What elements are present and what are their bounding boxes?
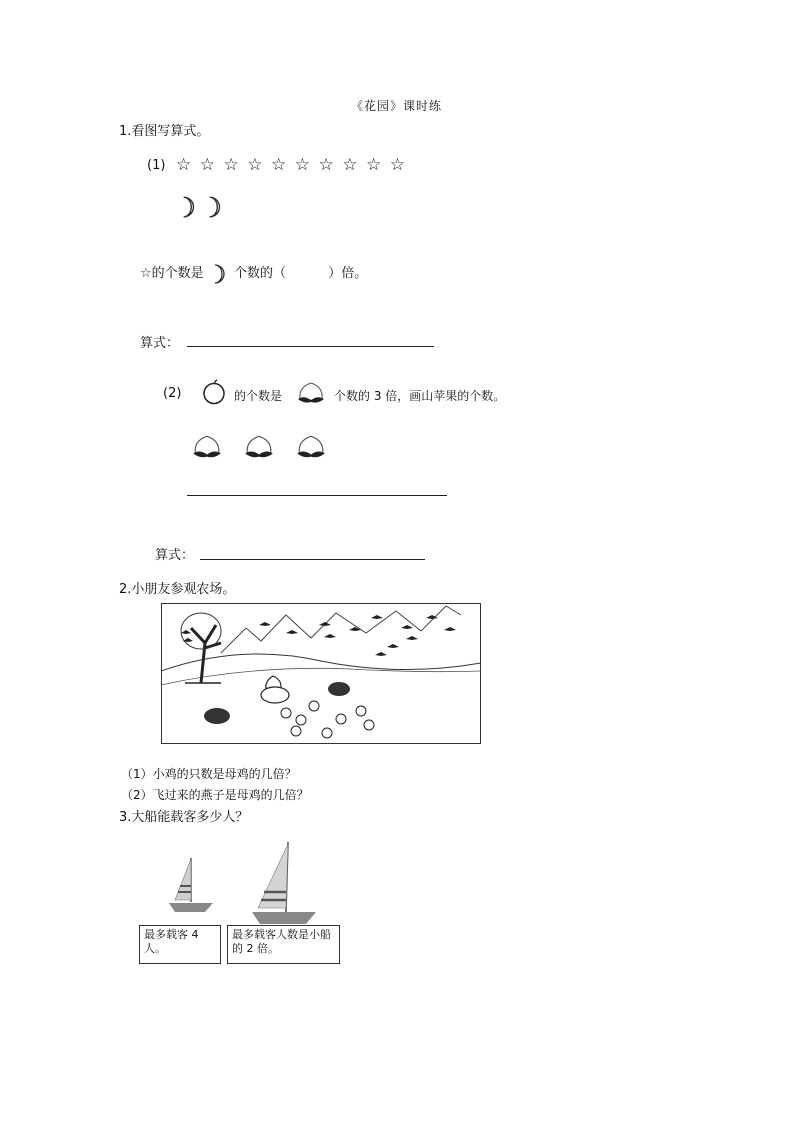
peach-row [191, 433, 327, 461]
q1-sentence-end: ）倍。 [328, 266, 368, 281]
q1-part2-text-b: 个数的 3 倍，画山苹果的个数。 [334, 389, 506, 403]
q1-sentence-mid: 个数的（ [233, 266, 286, 281]
q1-part2-formula-label: 算式： [155, 548, 195, 563]
star-icon: ☆ [366, 155, 382, 175]
q2-sub1: （1）小鸡的只数是母鸡的几倍？ [121, 767, 297, 781]
moon-icon [208, 263, 230, 285]
moon-icon [176, 195, 200, 219]
farm-illustration [161, 603, 481, 744]
q1-sentence [140, 262, 367, 285]
q3-heading: 3.大船能载客多少人？ [119, 810, 249, 825]
star-icon: ☆ [176, 155, 192, 175]
peach-icon [296, 381, 326, 405]
q1-formula-label: 算式： [140, 336, 180, 351]
star-icon: ☆ [223, 155, 239, 175]
star-icon: ☆ [199, 155, 215, 175]
q1-sentence-start: ☆的个数是 [140, 266, 204, 281]
peach-icon [295, 433, 327, 461]
formula-answer-line-2[interactable] [200, 559, 425, 560]
star-icon: ☆ [342, 155, 358, 175]
star-icon: ☆ [318, 155, 334, 175]
drawing-answer-line[interactable] [187, 495, 447, 496]
big-boat-icon [250, 840, 320, 926]
q2-sub2: （2）飞过来的燕子是母鸡的几倍？ [121, 788, 309, 802]
q1-part2-text-a: 的个数是 [234, 389, 283, 403]
small-boat-icon [165, 856, 217, 916]
moon-icon [202, 195, 226, 219]
apple-icon [201, 379, 227, 405]
page-title: 《花园》课时练 [350, 99, 442, 113]
q2-heading: 2.小朋友参观农场。 [119, 582, 236, 597]
q1-heading: 1.看图写算式。 [119, 124, 210, 139]
big-boat-caption: 最多载客人数是小船的 2 倍。 [227, 925, 340, 964]
star-row [176, 155, 405, 175]
small-boat-caption: 最多载客 4 人。 [139, 925, 221, 964]
star-icon: ☆ [294, 155, 310, 175]
moon-row [176, 195, 226, 219]
formula-answer-line[interactable] [187, 346, 434, 347]
peach-icon [191, 433, 223, 461]
q1-part1-label: (1) [147, 158, 166, 173]
q1-part2-label: (2) [163, 386, 182, 401]
star-icon: ☆ [389, 155, 405, 175]
peach-icon [243, 433, 275, 461]
star-icon: ☆ [247, 155, 263, 175]
star-icon: ☆ [271, 155, 287, 175]
